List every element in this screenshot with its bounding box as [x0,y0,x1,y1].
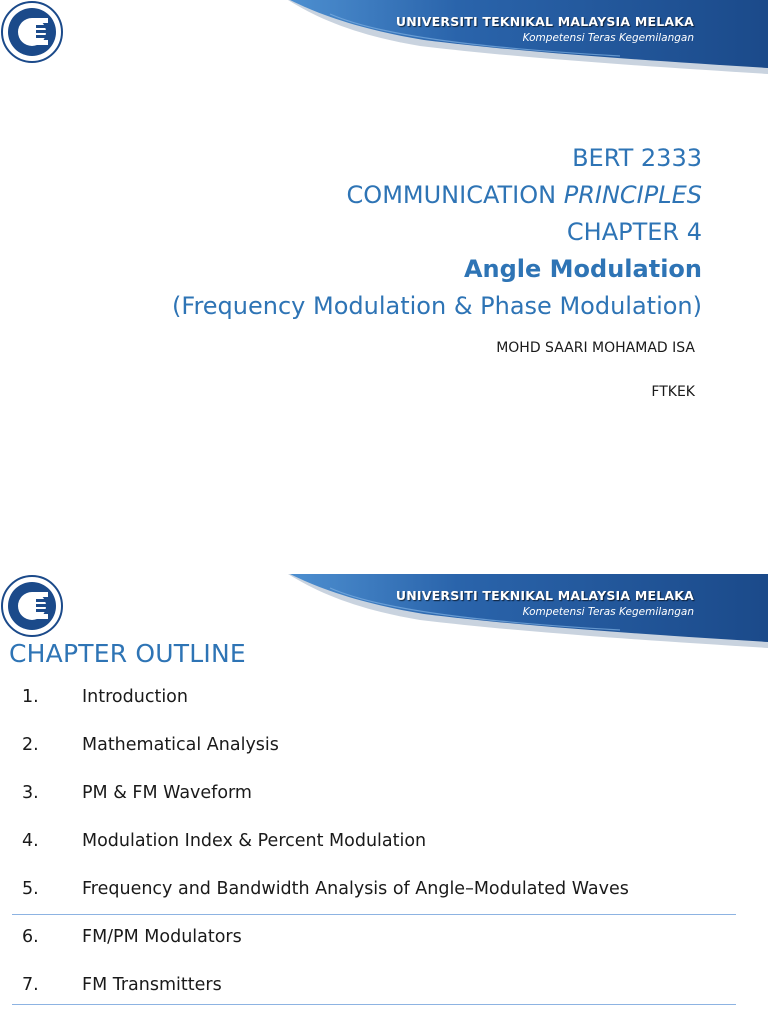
outline-item-text: Mathematical Analysis [82,735,279,755]
chapter-number: CHAPTER 4 [566,218,702,246]
university-name: UNIVERSITI TEKNIKAL MALAYSIA MELAKA [395,588,694,603]
faculty-name: FTKEK [651,384,695,400]
outline-item-text: Introduction [82,687,188,707]
divider-line [12,914,736,915]
chapter-subtitle: (Frequency Modulation & Phase Modulation) [172,292,702,320]
outline-item-number: 1. [22,687,39,707]
outline-list [0,682,768,1018]
outline-item-number: 6. [22,927,39,947]
university-tagline: Kompetensi Teras Kegemilangan [522,32,694,44]
outline-item-number: 5. [22,879,39,899]
outline-item [0,970,768,1018]
outline-slide [0,574,768,1024]
outline-item [0,922,768,970]
course-code: BERT 2333 [572,144,702,172]
divider-line [12,1004,736,1005]
university-name: UNIVERSITI TEKNIKAL MALAYSIA MELAKA [395,14,694,29]
course-name [62,177,702,214]
outline-item-text: FM/PM Modulators [82,927,242,947]
course-name-italic: PRINCIPLES [563,181,702,209]
outline-item [0,778,768,826]
outline-item-text: FM Transmitters [82,975,222,995]
outline-item [0,682,768,730]
author-name: MOHD SAARI MOHAMAD ISA [496,340,695,356]
university-logo-icon [0,574,64,638]
outline-item-text: Modulation Index & Percent Modulation [82,831,427,851]
outline-heading: CHAPTER OUTLINE [9,639,246,668]
title-block [62,140,702,325]
outline-item-number: 3. [22,783,39,803]
outline-item [0,730,768,778]
outline-item-text: PM & FM Waveform [82,783,252,803]
outline-item [0,826,768,874]
outline-item-number: 4. [22,831,39,851]
chapter-title: Angle Modulation [463,255,702,283]
outline-item-text: Frequency and Bandwidth Analysis of Angle–Modulated Waves [82,879,629,899]
university-tagline: Kompetensi Teras Kegemilangan [522,606,694,618]
course-name-regular: COMMUNICATION [346,181,564,209]
outline-item-number: 2. [22,735,39,755]
university-banner [0,0,768,100]
outline-item-number: 7. [22,975,39,995]
university-logo-icon [0,0,64,64]
